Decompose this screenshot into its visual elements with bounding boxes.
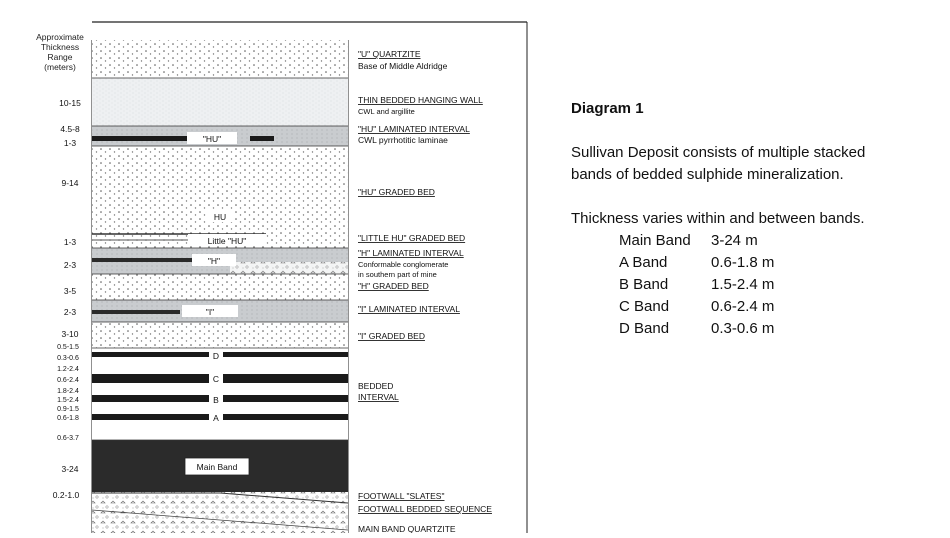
- band-thickness-table: [619, 230, 774, 340]
- thickness-label: 3-24: [61, 464, 79, 474]
- unit-name: "HU" LAMINATED INTERVAL: [358, 124, 470, 134]
- hu-lamina: [250, 136, 274, 141]
- table-row: [619, 230, 774, 252]
- band-name: D Band: [619, 320, 670, 337]
- thickness-label: 3-10: [61, 329, 79, 339]
- tag-i-laminated: "I": [205, 307, 215, 317]
- tag-little-hu: Little "HU": [207, 236, 247, 246]
- unit-name: "LITTLE HU" GRADED BED: [358, 233, 466, 243]
- header-line: Thickness: [40, 42, 80, 52]
- spacer: [571, 120, 941, 142]
- unit-name: "I" GRADED BED: [358, 331, 425, 341]
- hu-lamina: [92, 136, 187, 141]
- lower-thickness-labels: [53, 464, 80, 500]
- layer-i-graded: [92, 322, 348, 348]
- thickness-label: 0.6-2.4: [57, 377, 79, 384]
- band-name: B Band: [619, 276, 669, 293]
- unit-name: INTERVAL: [358, 392, 399, 402]
- band-name: Main Band: [619, 232, 691, 249]
- band-range: 0.6-2.4 m: [711, 298, 775, 315]
- thickness-label: 2-3: [63, 307, 77, 317]
- band-range: 0.6-1.8 m: [711, 254, 775, 271]
- unit-note: CWL pyrrhotitic laminae: [358, 135, 448, 145]
- table-row: [619, 274, 774, 296]
- conglomerate-lens: [230, 262, 348, 274]
- unit-note: CWL and argillite: [358, 107, 415, 116]
- unit-name: "I" LAMINATED INTERVAL: [358, 304, 460, 314]
- layer-h-graded: [92, 274, 348, 300]
- thickness-label: 0.2-1.0: [52, 490, 80, 500]
- thickness-labels: [59, 98, 81, 339]
- intro-line: bands of bedded sulphide mineralization.: [571, 166, 844, 183]
- band-name: A Band: [619, 254, 668, 271]
- thickness-label: 1.5-2.4: [57, 397, 79, 404]
- header-line: Approximate: [36, 32, 84, 42]
- unit-name: "HU" GRADED BED: [358, 187, 435, 197]
- unit-name: THIN BEDDED HANGING WALL: [358, 95, 483, 105]
- tag-band-c: C: [212, 374, 220, 384]
- band-range: 1.5-2.4 m: [711, 276, 775, 293]
- thickness-label: 1-3: [63, 237, 77, 247]
- column-header: [36, 32, 84, 72]
- thickness-label: 1.8-2.4: [57, 388, 79, 395]
- intro-line: Sullivan Deposit consists of multiple stacked: [571, 144, 866, 161]
- diagram-notes: [571, 98, 941, 340]
- unit-note: in southern part of mine: [358, 270, 437, 279]
- thickness-label: 0.9-1.5: [57, 406, 79, 413]
- thickness-label: 10-15: [59, 98, 81, 108]
- unit-descriptions: [358, 49, 492, 533]
- thickness-label: 2-3: [63, 260, 77, 270]
- unit-name: "H" LAMINATED INTERVAL: [358, 248, 464, 258]
- tag-hu-laminated: "HU": [202, 134, 222, 144]
- unit-name: "U" QUARTZITE: [358, 49, 421, 59]
- tag-main-band: Main Band: [196, 462, 238, 472]
- thickness-label: 0.6-3.7: [57, 435, 79, 442]
- header-line: Range: [47, 52, 73, 62]
- unit-name: MAIN BAND QUARTZITE: [358, 524, 456, 533]
- unit-name: FOOTWALL "SLATES": [358, 491, 445, 501]
- unit-name: BEDDED: [358, 381, 394, 391]
- band-name: C Band: [619, 298, 670, 315]
- thickness-label: 0.3-0.6: [57, 355, 79, 362]
- tag-band-b: B: [213, 395, 219, 405]
- i-lamina: [92, 310, 180, 314]
- tag-band-a: A: [213, 413, 219, 423]
- unit-note: Base of Middle Aldridge: [358, 61, 448, 71]
- unit-note: Conformable conglomerate: [358, 260, 449, 269]
- bedded-thickness-labels: [57, 344, 79, 442]
- thickness-label: 1.2-2.4: [57, 366, 79, 373]
- diagram-title: Diagram 1: [571, 100, 644, 117]
- table-row: [619, 318, 774, 340]
- thickness-label: 1-3: [63, 138, 77, 148]
- thickness-label: 4.5-8: [60, 124, 80, 134]
- thickness-label: 9-14: [61, 178, 79, 188]
- h-lamina: [92, 258, 192, 262]
- thickness-label: 3-5: [63, 286, 77, 296]
- unit-name: "H" GRADED BED: [358, 281, 429, 291]
- band-range: 3-24 m: [711, 232, 758, 249]
- tag-hu-graded: HU: [213, 212, 227, 222]
- table-row: [619, 296, 774, 318]
- thickness-label: 0.6-1.8: [57, 415, 79, 422]
- header-line: (meters): [44, 62, 76, 72]
- band-range: 0.3-0.6 m: [711, 320, 775, 337]
- thickness-label: 0.5-1.5: [57, 344, 79, 351]
- layer-thin-bedded-hanging-wall: [92, 78, 348, 126]
- unit-name: FOOTWALL BEDDED SEQUENCE: [358, 504, 492, 514]
- layer-u-quartzite: [92, 40, 348, 78]
- tag-h-laminated: "H": [207, 256, 221, 266]
- spacer: [571, 186, 941, 208]
- tag-band-d: D: [212, 351, 220, 361]
- thickness-line: Thickness varies within and between bands.: [571, 210, 865, 227]
- table-row: [619, 252, 774, 274]
